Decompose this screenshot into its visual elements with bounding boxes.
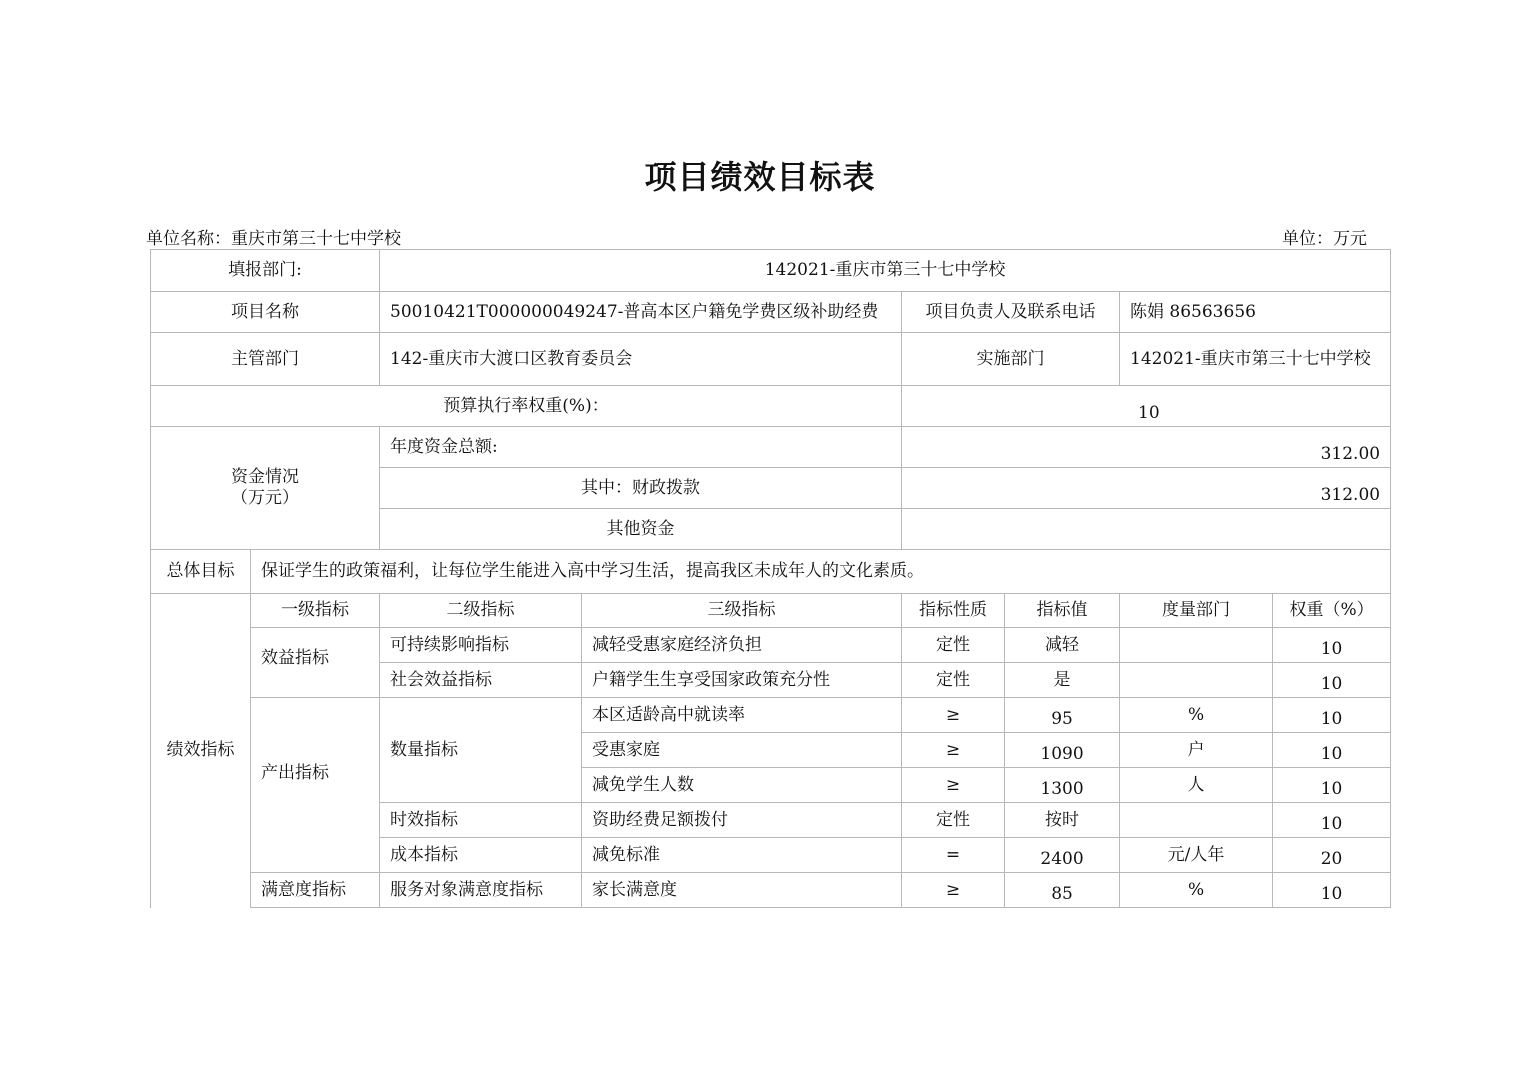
project-name-row [151, 292, 1391, 333]
weight-cell: 10 [1273, 698, 1391, 733]
unit-cell [1120, 803, 1273, 838]
overall-goal-label: 总体目标 [151, 550, 251, 594]
header-level1: 一级指标 [251, 594, 380, 628]
level1-satisfaction: 满意度指标 [251, 873, 380, 908]
weight-cell: 10 [1273, 803, 1391, 838]
funds-total-value: 312.00 [902, 427, 1391, 468]
value-cell: 1300 [1005, 768, 1120, 803]
fill-dept-label: 填报部门: [151, 250, 380, 292]
funds-label-unit: （万元） [231, 488, 299, 508]
impl-dept-value: 142021-重庆市第三十七中学校 [1120, 333, 1391, 386]
funds-total-label: 年度资金总额: [380, 427, 902, 468]
unit-cell [1120, 663, 1273, 698]
budget-weight-value: 10 [902, 386, 1391, 427]
funds-label: 资金情况 [231, 467, 299, 487]
currency-unit-label: 单位：万元 [1282, 229, 1367, 249]
header-level3: 三级指标 [582, 594, 902, 628]
unit-cell: 户 [1120, 733, 1273, 768]
overall-goal-text: 保证学生的政策福利，让每位学生能进入高中学习生活，提高我区未成年人的文化素质。 [251, 550, 1391, 594]
value-cell: 是 [1005, 663, 1120, 698]
unit-name-label: 单位名称：重庆市第三十七中学校 [146, 229, 401, 249]
level2-cost: 成本指标 [380, 838, 582, 873]
value-cell: 1090 [1005, 733, 1120, 768]
nature-cell: 定性 [902, 663, 1005, 698]
level3-cell: 户籍学生生享受国家政策充分性 [582, 663, 902, 698]
unit-cell: 元/人年 [1120, 838, 1273, 873]
weight-cell: 10 [1273, 628, 1391, 663]
weight-cell: 10 [1273, 663, 1391, 698]
performance-label: 绩效指标 [151, 594, 251, 908]
value-cell: 95 [1005, 698, 1120, 733]
indicator-row [151, 873, 1391, 908]
funds-other-label: 其他资金 [380, 509, 902, 550]
project-name-label: 项目名称 [151, 292, 380, 333]
level3-cell: 减轻受惠家庭经济负担 [582, 628, 902, 663]
contact-label: 项目负责人及联系电话 [902, 292, 1120, 333]
budget-weight-row [151, 386, 1391, 427]
supervisor-value: 142-重庆市大渡口区教育委员会 [380, 333, 902, 386]
fill-dept-value: 142021-重庆市第三十七中学校 [380, 250, 1391, 292]
funds-fiscal-value: 312.00 [902, 468, 1391, 509]
project-name-value: 50010421T000000049247-普高本区户籍免学费区级补助经费 [380, 292, 902, 333]
level2-timeliness: 时效指标 [380, 803, 582, 838]
level3-cell: 本区适龄高中就读率 [582, 698, 902, 733]
nature-cell: ≥ [902, 768, 1005, 803]
header-value: 指标值 [1005, 594, 1120, 628]
nature-cell: = [902, 838, 1005, 873]
page-title: 项目绩效目标表 [644, 158, 876, 196]
weight-cell: 10 [1273, 873, 1391, 908]
value-cell: 85 [1005, 873, 1120, 908]
fill-dept-row [151, 250, 1391, 292]
level3-cell: 减免标准 [582, 838, 902, 873]
weight-cell: 10 [1273, 768, 1391, 803]
indicator-row [151, 698, 1391, 733]
level1-benefit: 效益指标 [251, 628, 380, 698]
funds-label-cell [151, 427, 380, 550]
unit-cell: 人 [1120, 768, 1273, 803]
impl-dept-label: 实施部门 [902, 333, 1120, 386]
header-level2: 二级指标 [380, 594, 582, 628]
level3-cell: 受惠家庭 [582, 733, 902, 768]
level3-cell: 减免学生人数 [582, 768, 902, 803]
level2-social: 社会效益指标 [380, 663, 582, 698]
funds-other-value [902, 509, 1391, 550]
budget-weight-label: 预算执行率权重(%)： [151, 386, 902, 427]
funds-total-row [151, 427, 1391, 468]
nature-cell: ≥ [902, 698, 1005, 733]
supervisor-row [151, 333, 1391, 386]
nature-cell: ≥ [902, 733, 1005, 768]
weight-cell: 20 [1273, 838, 1391, 873]
level2-service: 服务对象满意度指标 [380, 873, 582, 908]
contact-value: 陈娟 86563656 [1120, 292, 1391, 333]
header-nature: 指标性质 [902, 594, 1005, 628]
header-unit: 度量部门 [1120, 594, 1273, 628]
level1-output: 产出指标 [251, 698, 380, 873]
unit-cell [1120, 628, 1273, 663]
indicator-row [151, 628, 1391, 663]
level3-cell: 家长满意度 [582, 873, 902, 908]
value-cell: 减轻 [1005, 628, 1120, 663]
level2-sustain: 可持续影响指标 [380, 628, 582, 663]
unit-cell: % [1120, 698, 1273, 733]
header-weight: 权重（%） [1273, 594, 1391, 628]
performance-target-table [150, 249, 1391, 908]
unit-cell: % [1120, 873, 1273, 908]
value-cell: 2400 [1005, 838, 1120, 873]
nature-cell: 定性 [902, 628, 1005, 663]
weight-cell: 10 [1273, 733, 1391, 768]
level3-cell: 资助经费足额拨付 [582, 803, 902, 838]
funds-fiscal-label: 其中：财政拨款 [380, 468, 902, 509]
nature-cell: 定性 [902, 803, 1005, 838]
overall-goal-row [151, 550, 1391, 594]
supervisor-label: 主管部门 [151, 333, 380, 386]
level2-quantity: 数量指标 [380, 698, 582, 803]
value-cell: 按时 [1005, 803, 1120, 838]
nature-cell: ≥ [902, 873, 1005, 908]
indicator-header-row [151, 594, 1391, 628]
